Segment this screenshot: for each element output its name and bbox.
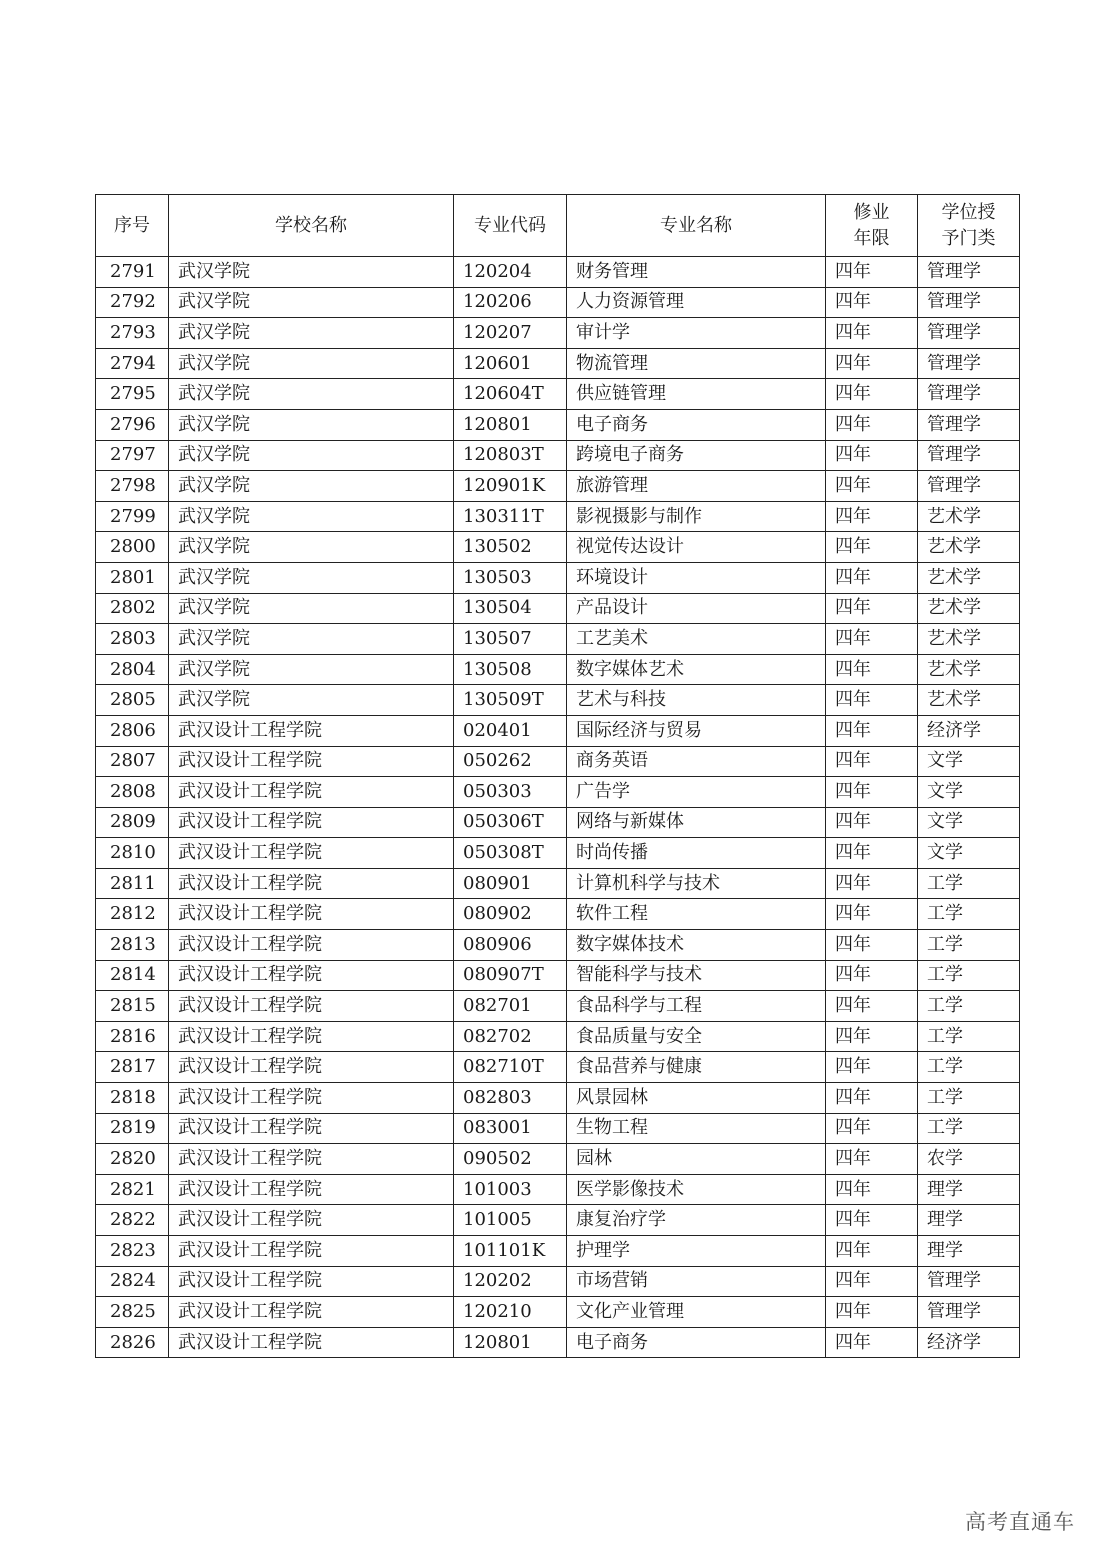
table-row bbox=[96, 1327, 1020, 1358]
cell-major-name: 食品科学与工程 bbox=[567, 991, 826, 1022]
cell-major-name: 市场营销 bbox=[567, 1266, 826, 1297]
cell-school-name: 武汉设计工程学院 bbox=[169, 1174, 454, 1205]
cell-degree-category: 工学 bbox=[918, 1052, 1020, 1083]
cell-school-name: 武汉学院 bbox=[169, 501, 454, 532]
cell-seq: 2821 bbox=[96, 1174, 169, 1205]
cell-degree-category: 管理学 bbox=[918, 440, 1020, 471]
cell-major-code: 101101K bbox=[454, 1236, 567, 1267]
cell-major-name: 时尚传播 bbox=[567, 838, 826, 869]
cell-degree-category: 艺术学 bbox=[918, 593, 1020, 624]
cell-major-name: 康复治疗学 bbox=[567, 1205, 826, 1236]
cell-degree-category: 管理学 bbox=[918, 348, 1020, 379]
table-row bbox=[96, 654, 1020, 685]
cell-major-name: 护理学 bbox=[567, 1236, 826, 1267]
cell-school-name: 武汉学院 bbox=[169, 654, 454, 685]
cell-study-years: 四年 bbox=[826, 1021, 918, 1052]
table-header-row bbox=[96, 195, 1020, 257]
cell-seq: 2819 bbox=[96, 1113, 169, 1144]
cell-study-years: 四年 bbox=[826, 348, 918, 379]
cell-degree-category: 管理学 bbox=[918, 257, 1020, 288]
cell-school-name: 武汉设计工程学院 bbox=[169, 868, 454, 899]
cell-school-name: 武汉设计工程学院 bbox=[169, 1052, 454, 1083]
cell-study-years: 四年 bbox=[826, 1297, 918, 1328]
table-row bbox=[96, 1021, 1020, 1052]
table-row bbox=[96, 532, 1020, 563]
cell-major-name: 医学影像技术 bbox=[567, 1174, 826, 1205]
cell-study-years: 四年 bbox=[826, 1174, 918, 1205]
header-degree-category: 学位授 予门类 bbox=[918, 195, 1020, 257]
cell-study-years: 四年 bbox=[826, 960, 918, 991]
cell-major-code: 080906 bbox=[454, 930, 567, 961]
cell-study-years: 四年 bbox=[826, 318, 918, 349]
cell-seq: 2795 bbox=[96, 379, 169, 410]
cell-seq: 2799 bbox=[96, 501, 169, 532]
cell-school-name: 武汉设计工程学院 bbox=[169, 1083, 454, 1114]
cell-degree-category: 管理学 bbox=[918, 1266, 1020, 1297]
cell-degree-category: 管理学 bbox=[918, 1297, 1020, 1328]
cell-study-years: 四年 bbox=[826, 930, 918, 961]
cell-school-name: 武汉设计工程学院 bbox=[169, 777, 454, 808]
cell-study-years: 四年 bbox=[826, 562, 918, 593]
cell-study-years: 四年 bbox=[826, 440, 918, 471]
table-row bbox=[96, 501, 1020, 532]
cell-study-years: 四年 bbox=[826, 1236, 918, 1267]
table-row bbox=[96, 838, 1020, 869]
cell-school-name: 武汉设计工程学院 bbox=[169, 807, 454, 838]
cell-seq: 2815 bbox=[96, 991, 169, 1022]
cell-study-years: 四年 bbox=[826, 624, 918, 655]
cell-school-name: 武汉设计工程学院 bbox=[169, 1144, 454, 1175]
cell-major-name: 旅游管理 bbox=[567, 471, 826, 502]
cell-major-code: 083001 bbox=[454, 1113, 567, 1144]
cell-seq: 2810 bbox=[96, 838, 169, 869]
cell-degree-category: 工学 bbox=[918, 1083, 1020, 1114]
cell-degree-category: 工学 bbox=[918, 930, 1020, 961]
cell-major-code: 130507 bbox=[454, 624, 567, 655]
table-row bbox=[96, 807, 1020, 838]
cell-major-name: 物流管理 bbox=[567, 348, 826, 379]
cell-major-name: 广告学 bbox=[567, 777, 826, 808]
cell-major-code: 101003 bbox=[454, 1174, 567, 1205]
cell-seq: 2825 bbox=[96, 1297, 169, 1328]
cell-seq: 2805 bbox=[96, 685, 169, 716]
cell-major-name: 财务管理 bbox=[567, 257, 826, 288]
cell-study-years: 四年 bbox=[826, 501, 918, 532]
table-row bbox=[96, 1205, 1020, 1236]
cell-seq: 2796 bbox=[96, 409, 169, 440]
cell-study-years: 四年 bbox=[826, 287, 918, 318]
table-row bbox=[96, 440, 1020, 471]
cell-seq: 2809 bbox=[96, 807, 169, 838]
majors-table bbox=[95, 194, 1020, 1358]
cell-major-code: 050306T bbox=[454, 807, 567, 838]
cell-major-name: 产品设计 bbox=[567, 593, 826, 624]
cell-seq: 2797 bbox=[96, 440, 169, 471]
cell-major-code: 082710T bbox=[454, 1052, 567, 1083]
cell-major-name: 智能科学与技术 bbox=[567, 960, 826, 991]
cell-major-code: 080907T bbox=[454, 960, 567, 991]
cell-degree-category: 理学 bbox=[918, 1205, 1020, 1236]
cell-study-years: 四年 bbox=[826, 807, 918, 838]
cell-major-name: 计算机科学与技术 bbox=[567, 868, 826, 899]
cell-school-name: 武汉学院 bbox=[169, 440, 454, 471]
cell-degree-category: 艺术学 bbox=[918, 654, 1020, 685]
cell-seq: 2803 bbox=[96, 624, 169, 655]
cell-major-name: 审计学 bbox=[567, 318, 826, 349]
cell-degree-category: 工学 bbox=[918, 868, 1020, 899]
cell-study-years: 四年 bbox=[826, 1327, 918, 1358]
cell-major-code: 120604T bbox=[454, 379, 567, 410]
cell-study-years: 四年 bbox=[826, 746, 918, 777]
table-row bbox=[96, 287, 1020, 318]
cell-degree-category: 理学 bbox=[918, 1174, 1020, 1205]
cell-major-code: 080901 bbox=[454, 868, 567, 899]
cell-school-name: 武汉学院 bbox=[169, 562, 454, 593]
cell-school-name: 武汉设计工程学院 bbox=[169, 1021, 454, 1052]
cell-seq: 2817 bbox=[96, 1052, 169, 1083]
cell-major-code: 120801 bbox=[454, 1327, 567, 1358]
cell-seq: 2820 bbox=[96, 1144, 169, 1175]
cell-degree-category: 经济学 bbox=[918, 715, 1020, 746]
cell-degree-category: 工学 bbox=[918, 991, 1020, 1022]
table-row bbox=[96, 593, 1020, 624]
cell-degree-category: 农学 bbox=[918, 1144, 1020, 1175]
cell-school-name: 武汉学院 bbox=[169, 348, 454, 379]
cell-major-code: 120202 bbox=[454, 1266, 567, 1297]
cell-study-years: 四年 bbox=[826, 685, 918, 716]
cell-school-name: 武汉设计工程学院 bbox=[169, 899, 454, 930]
table-row bbox=[96, 991, 1020, 1022]
table-row bbox=[96, 1052, 1020, 1083]
cell-major-code: 120204 bbox=[454, 257, 567, 288]
cell-major-code: 082702 bbox=[454, 1021, 567, 1052]
cell-seq: 2808 bbox=[96, 777, 169, 808]
cell-school-name: 武汉设计工程学院 bbox=[169, 960, 454, 991]
table-row bbox=[96, 471, 1020, 502]
cell-school-name: 武汉设计工程学院 bbox=[169, 715, 454, 746]
cell-study-years: 四年 bbox=[826, 379, 918, 410]
table-row bbox=[96, 348, 1020, 379]
cell-major-name: 生物工程 bbox=[567, 1113, 826, 1144]
cell-major-name: 数字媒体技术 bbox=[567, 930, 826, 961]
cell-seq: 2813 bbox=[96, 930, 169, 961]
header-school-name: 学校名称 bbox=[169, 195, 454, 257]
cell-degree-category: 艺术学 bbox=[918, 501, 1020, 532]
cell-degree-category: 管理学 bbox=[918, 318, 1020, 349]
cell-seq: 2823 bbox=[96, 1236, 169, 1267]
cell-seq: 2812 bbox=[96, 899, 169, 930]
cell-major-code: 130508 bbox=[454, 654, 567, 685]
cell-major-code: 090502 bbox=[454, 1144, 567, 1175]
cell-school-name: 武汉学院 bbox=[169, 257, 454, 288]
cell-school-name: 武汉学院 bbox=[169, 409, 454, 440]
cell-seq: 2807 bbox=[96, 746, 169, 777]
cell-major-name: 国际经济与贸易 bbox=[567, 715, 826, 746]
cell-degree-category: 文学 bbox=[918, 807, 1020, 838]
cell-major-code: 130504 bbox=[454, 593, 567, 624]
cell-study-years: 四年 bbox=[826, 715, 918, 746]
cell-seq: 2826 bbox=[96, 1327, 169, 1358]
cell-study-years: 四年 bbox=[826, 532, 918, 563]
table-row bbox=[96, 409, 1020, 440]
cell-seq: 2806 bbox=[96, 715, 169, 746]
cell-degree-category: 艺术学 bbox=[918, 685, 1020, 716]
cell-major-name: 电子商务 bbox=[567, 409, 826, 440]
table-row bbox=[96, 899, 1020, 930]
table-row bbox=[96, 930, 1020, 961]
cell-major-name: 工艺美术 bbox=[567, 624, 826, 655]
cell-major-name: 人力资源管理 bbox=[567, 287, 826, 318]
table-row bbox=[96, 318, 1020, 349]
cell-seq: 2798 bbox=[96, 471, 169, 502]
header-major-name: 专业名称 bbox=[567, 195, 826, 257]
cell-school-name: 武汉学院 bbox=[169, 471, 454, 502]
table-row bbox=[96, 624, 1020, 655]
cell-degree-category: 艺术学 bbox=[918, 624, 1020, 655]
table-row bbox=[96, 1113, 1020, 1144]
cell-major-name: 数字媒体艺术 bbox=[567, 654, 826, 685]
table-row bbox=[96, 562, 1020, 593]
cell-major-code: 050308T bbox=[454, 838, 567, 869]
table-row bbox=[96, 1174, 1020, 1205]
cell-degree-category: 文学 bbox=[918, 838, 1020, 869]
cell-seq: 2822 bbox=[96, 1205, 169, 1236]
cell-study-years: 四年 bbox=[826, 1205, 918, 1236]
header-seq: 序号 bbox=[96, 195, 169, 257]
cell-study-years: 四年 bbox=[826, 868, 918, 899]
cell-seq: 2801 bbox=[96, 562, 169, 593]
cell-study-years: 四年 bbox=[826, 1052, 918, 1083]
cell-major-code: 050262 bbox=[454, 746, 567, 777]
cell-degree-category: 管理学 bbox=[918, 471, 1020, 502]
cell-study-years: 四年 bbox=[826, 1113, 918, 1144]
cell-degree-category: 文学 bbox=[918, 777, 1020, 808]
cell-school-name: 武汉学院 bbox=[169, 624, 454, 655]
cell-study-years: 四年 bbox=[826, 257, 918, 288]
header-study-years: 修业 年限 bbox=[826, 195, 918, 257]
cell-major-name: 艺术与科技 bbox=[567, 685, 826, 716]
cell-school-name: 武汉学院 bbox=[169, 318, 454, 349]
cell-study-years: 四年 bbox=[826, 654, 918, 685]
cell-school-name: 武汉学院 bbox=[169, 287, 454, 318]
cell-degree-category: 工学 bbox=[918, 960, 1020, 991]
cell-major-name: 环境设计 bbox=[567, 562, 826, 593]
cell-seq: 2800 bbox=[96, 532, 169, 563]
cell-major-name: 影视摄影与制作 bbox=[567, 501, 826, 532]
cell-study-years: 四年 bbox=[826, 991, 918, 1022]
header-major-code: 专业代码 bbox=[454, 195, 567, 257]
cell-seq: 2791 bbox=[96, 257, 169, 288]
cell-school-name: 武汉设计工程学院 bbox=[169, 1236, 454, 1267]
cell-major-name: 园林 bbox=[567, 1144, 826, 1175]
table-row bbox=[96, 685, 1020, 716]
cell-school-name: 武汉设计工程学院 bbox=[169, 746, 454, 777]
cell-study-years: 四年 bbox=[826, 1144, 918, 1175]
cell-degree-category: 工学 bbox=[918, 899, 1020, 930]
cell-major-name: 电子商务 bbox=[567, 1327, 826, 1358]
cell-seq: 2818 bbox=[96, 1083, 169, 1114]
cell-school-name: 武汉设计工程学院 bbox=[169, 991, 454, 1022]
cell-major-name: 软件工程 bbox=[567, 899, 826, 930]
table-row bbox=[96, 1297, 1020, 1328]
table-row bbox=[96, 777, 1020, 808]
cell-school-name: 武汉设计工程学院 bbox=[169, 838, 454, 869]
cell-seq: 2814 bbox=[96, 960, 169, 991]
cell-major-name: 食品营养与健康 bbox=[567, 1052, 826, 1083]
cell-seq: 2824 bbox=[96, 1266, 169, 1297]
cell-major-code: 101005 bbox=[454, 1205, 567, 1236]
cell-school-name: 武汉设计工程学院 bbox=[169, 930, 454, 961]
cell-degree-category: 艺术学 bbox=[918, 532, 1020, 563]
cell-degree-category: 经济学 bbox=[918, 1327, 1020, 1358]
cell-degree-category: 工学 bbox=[918, 1113, 1020, 1144]
cell-seq: 2811 bbox=[96, 868, 169, 899]
cell-major-name: 风景园林 bbox=[567, 1083, 826, 1114]
cell-study-years: 四年 bbox=[826, 838, 918, 869]
cell-major-code: 020401 bbox=[454, 715, 567, 746]
cell-degree-category: 艺术学 bbox=[918, 562, 1020, 593]
cell-study-years: 四年 bbox=[826, 409, 918, 440]
table-row bbox=[96, 960, 1020, 991]
cell-major-code: 120210 bbox=[454, 1297, 567, 1328]
cell-seq: 2792 bbox=[96, 287, 169, 318]
cell-school-name: 武汉学院 bbox=[169, 685, 454, 716]
cell-study-years: 四年 bbox=[826, 593, 918, 624]
table-row bbox=[96, 1266, 1020, 1297]
cell-study-years: 四年 bbox=[826, 1083, 918, 1114]
cell-major-code: 082701 bbox=[454, 991, 567, 1022]
table-body bbox=[96, 257, 1020, 1358]
cell-degree-category: 管理学 bbox=[918, 379, 1020, 410]
cell-major-name: 商务英语 bbox=[567, 746, 826, 777]
cell-degree-category: 理学 bbox=[918, 1236, 1020, 1267]
table-row bbox=[96, 746, 1020, 777]
cell-seq: 2816 bbox=[96, 1021, 169, 1052]
cell-major-name: 视觉传达设计 bbox=[567, 532, 826, 563]
cell-major-code: 120207 bbox=[454, 318, 567, 349]
watermark: 高考直通车 bbox=[965, 1510, 1075, 1534]
cell-major-code: 080902 bbox=[454, 899, 567, 930]
table-row bbox=[96, 715, 1020, 746]
cell-school-name: 武汉设计工程学院 bbox=[169, 1327, 454, 1358]
cell-major-code: 082803 bbox=[454, 1083, 567, 1114]
cell-major-name: 跨境电子商务 bbox=[567, 440, 826, 471]
table-row bbox=[96, 379, 1020, 410]
cell-major-code: 120901K bbox=[454, 471, 567, 502]
cell-degree-category: 工学 bbox=[918, 1021, 1020, 1052]
cell-school-name: 武汉设计工程学院 bbox=[169, 1113, 454, 1144]
cell-degree-category: 管理学 bbox=[918, 409, 1020, 440]
cell-major-code: 120801 bbox=[454, 409, 567, 440]
cell-study-years: 四年 bbox=[826, 471, 918, 502]
table-row bbox=[96, 1083, 1020, 1114]
cell-major-name: 文化产业管理 bbox=[567, 1297, 826, 1328]
cell-degree-category: 文学 bbox=[918, 746, 1020, 777]
cell-seq: 2804 bbox=[96, 654, 169, 685]
table-row bbox=[96, 1144, 1020, 1175]
cell-study-years: 四年 bbox=[826, 777, 918, 808]
cell-school-name: 武汉设计工程学院 bbox=[169, 1297, 454, 1328]
cell-seq: 2802 bbox=[96, 593, 169, 624]
cell-school-name: 武汉学院 bbox=[169, 379, 454, 410]
cell-major-code: 050303 bbox=[454, 777, 567, 808]
cell-study-years: 四年 bbox=[826, 899, 918, 930]
cell-major-code: 130509T bbox=[454, 685, 567, 716]
cell-major-code: 120601 bbox=[454, 348, 567, 379]
table-row bbox=[96, 1236, 1020, 1267]
cell-major-code: 130503 bbox=[454, 562, 567, 593]
cell-major-name: 食品质量与安全 bbox=[567, 1021, 826, 1052]
cell-school-name: 武汉学院 bbox=[169, 532, 454, 563]
cell-major-name: 网络与新媒体 bbox=[567, 807, 826, 838]
cell-seq: 2793 bbox=[96, 318, 169, 349]
cell-school-name: 武汉学院 bbox=[169, 593, 454, 624]
cell-study-years: 四年 bbox=[826, 1266, 918, 1297]
table-row bbox=[96, 868, 1020, 899]
table-row bbox=[96, 257, 1020, 288]
cell-major-code: 120206 bbox=[454, 287, 567, 318]
cell-major-code: 120803T bbox=[454, 440, 567, 471]
cell-school-name: 武汉设计工程学院 bbox=[169, 1205, 454, 1236]
cell-major-code: 130311T bbox=[454, 501, 567, 532]
cell-degree-category: 管理学 bbox=[918, 287, 1020, 318]
cell-major-code: 130502 bbox=[454, 532, 567, 563]
cell-major-name: 供应链管理 bbox=[567, 379, 826, 410]
cell-school-name: 武汉设计工程学院 bbox=[169, 1266, 454, 1297]
cell-seq: 2794 bbox=[96, 348, 169, 379]
